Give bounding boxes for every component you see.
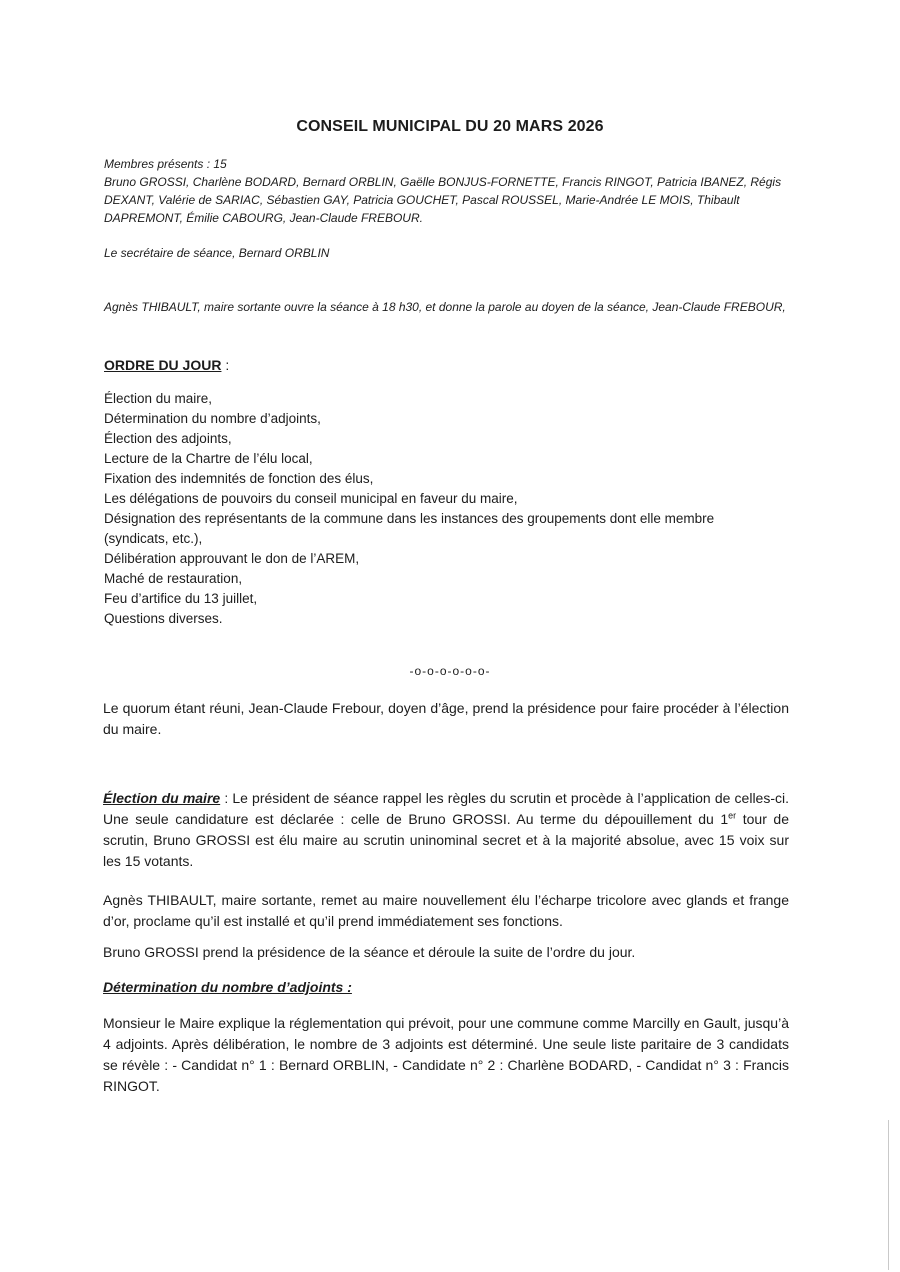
scan-edge-mark bbox=[888, 1120, 889, 1270]
deputies-heading-line bbox=[103, 977, 789, 998]
agenda-heading-colon: : bbox=[221, 357, 230, 373]
agenda-item: Désignation des représentants de la commune dans les instances des groupements dont elle membre (syndicats, etc.), bbox=[104, 511, 715, 546]
session-opening: Agnès THIBAULT, maire sortante ouvre la séance à 18 h30, et donne la parole au doyen de la séance, Jean-Claude FREBOUR, bbox=[104, 300, 786, 314]
quorum-paragraph: Le quorum étant réuni, Jean-Claude Frebour, doyen d’âge, prend la présidence pour faire procéder à l’élection du maire. bbox=[103, 700, 789, 737]
members-count: Membres présents : 15 bbox=[104, 157, 227, 171]
mayor-election-heading: Élection du maire bbox=[103, 790, 221, 806]
agenda-item: Élection des adjoints, bbox=[104, 431, 232, 446]
presidency-paragraph: Bruno GROSSI prend la présidence de la séance et déroule la suite de l’ordre du jour. bbox=[103, 944, 636, 960]
members-list: Bruno GROSSI, Charlène BODARD, Bernard ORBLIN, Gaëlle BONJUS-FORNETTE, Francis RINGOT, Patricia IBANEZ, Régis DEXANT, Valérie de SARIAC, Sébastien GAY, Patricia GOUCHET, Pascal ROUSSEL, Marie-Andrée LE MOIS, Thibault DAPREMONT, Émilie CABOURG, Jean-Claude FREBOUR. bbox=[104, 175, 782, 225]
agenda-item: Questions diverses. bbox=[104, 611, 223, 626]
deputies-paragraph: Monsieur le Maire explique la réglementation qui prévoit, pour une commune comme Marcilly en Gault, jusqu’à 4 adjoints. Après délibération, le nombre de 3 adjoints est déterminé. Une seule liste paritaire de 3 candidats se révèle : - Candidat n° 1 : Bernard ORBLIN, - Candidate n° 2 : Charlène BODARD, - Candidat n° 3 : Francis RINGOT. bbox=[103, 1015, 789, 1094]
agenda-item: Lecture de la Chartre de l’élu local, bbox=[104, 451, 313, 466]
session-secretary: Le secrétaire de séance, Bernard ORBLIN bbox=[104, 246, 330, 260]
section-separator: -o-o-o-o-o-o- bbox=[409, 664, 491, 678]
agenda-list bbox=[104, 389, 744, 629]
agenda-item: Maché de restauration, bbox=[104, 571, 243, 586]
agenda-item: Fixation des indemnités de fonction des élus, bbox=[104, 471, 374, 486]
sash-handover-paragraph: Agnès THIBAULT, maire sortante, remet au maire nouvellement élu l’écharpe tricolore avec glands et frange d’or, proclame qu’il est installé et qu’il prend immédiatement ses fonctions. bbox=[103, 892, 789, 929]
mayor-election-sup: er bbox=[728, 810, 737, 821]
agenda-heading-label: ORDRE DU JOUR bbox=[104, 357, 222, 373]
deputies-heading: Détermination du nombre d’adjoints : bbox=[103, 979, 352, 995]
document-title: CONSEIL MUNICIPAL DU 20 MARS 2026 bbox=[296, 118, 604, 135]
mayor-election-text-1: : Le président de séance rappel les règles du scrutin et procède à l’application de celles-ci. Une seule candidature est déclarée : celle de Bruno GROSSI. Au terme du dépouillement du 1 bbox=[103, 790, 790, 827]
agenda-item: Détermination du nombre d’adjoints, bbox=[104, 411, 321, 426]
agenda-item: Élection du maire, bbox=[104, 391, 213, 406]
mayor-election-text-2: tour de scrutin, Bruno GROSSI est élu maire au scrutin uninominal secret et à la majorité absolue, avec 15 voix sur les 15 votants. bbox=[103, 811, 789, 869]
agenda-heading bbox=[104, 357, 229, 373]
agenda-item: Feu d’artifice du 13 juillet, bbox=[104, 591, 258, 606]
agenda-item: Délibération approuvant le don de l’AREM, bbox=[104, 551, 360, 566]
agenda-item: Les délégations de pouvoirs du conseil municipal en faveur du maire, bbox=[104, 491, 518, 506]
mayor-election-paragraph bbox=[103, 788, 789, 872]
